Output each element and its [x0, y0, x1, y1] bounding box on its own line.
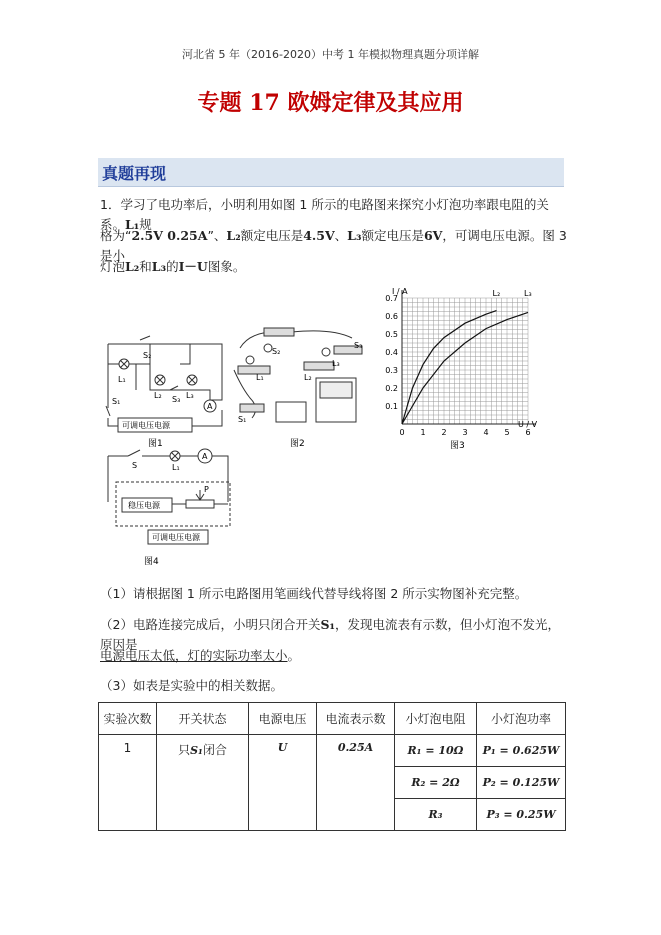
x-tick-label: 3	[462, 428, 468, 437]
table-header: 电源电压	[249, 703, 317, 735]
table-header-row	[99, 703, 566, 735]
data-table	[98, 702, 566, 831]
table-header: 小灯泡电阻	[395, 703, 477, 735]
fig3-ylabel: I / A	[392, 287, 408, 296]
x-tick-label: 5	[504, 428, 510, 437]
switch-text: 只	[178, 743, 191, 757]
q1-text: 1．学习了电功率后，小明利用如图 1 所示的电路图来探究小灯泡功率跟电阻的关系。	[100, 197, 549, 232]
y-tick-label: 0.5	[385, 330, 398, 339]
fig2-s1-label: S₁	[238, 415, 247, 424]
fig4-ammeter-label: A	[202, 452, 208, 461]
fig2-s3-label: S₃	[354, 341, 363, 350]
y-tick-label: 0.3	[385, 366, 398, 375]
q1-text: 额定电压是	[240, 228, 304, 243]
section-heading-text: 真题再现	[102, 164, 167, 183]
section-heading	[98, 158, 564, 187]
fig1-l2-label: L₂	[154, 391, 162, 400]
fig1-l3-label: L₃	[186, 391, 194, 400]
x-tick-label: 0	[399, 428, 405, 437]
series-label-1: L₂	[492, 289, 501, 298]
resistance-cell: R₃	[395, 799, 477, 831]
q1-text: 的	[166, 259, 179, 274]
q1-l3: L₃	[151, 259, 167, 274]
y-tick-label: 0.7	[385, 294, 398, 303]
trial-cell: 1	[99, 735, 157, 831]
fig4-stab-label: 稳压电源	[128, 501, 160, 510]
fig2-l2-label: L₂	[304, 373, 312, 382]
voltage-cell: U	[249, 735, 317, 831]
fig1-s3-label: S₃	[172, 395, 181, 404]
sub-question-3: （3）如表是实验中的相关数据。	[100, 678, 283, 693]
q1-text: ”、	[207, 228, 227, 243]
fig2-l1-label: L₁	[256, 373, 264, 382]
power-cell: P₂ = 0.125W	[477, 767, 566, 799]
q1-text: 额定电压是	[361, 228, 424, 243]
x-tick-label: 4	[483, 428, 489, 437]
q1-spec: 2.5V 0.25A	[131, 228, 208, 243]
table-header: 电流表示数	[317, 703, 395, 735]
fig2-l3-label: L₃	[332, 359, 340, 368]
q1-iu: I－U	[178, 259, 208, 274]
power-cell: P₃ = 0.25W	[477, 799, 566, 831]
sub2-answer: 电源电压太低，灯的实际功率太小	[100, 648, 288, 663]
fig2-caption: 图2	[290, 439, 305, 449]
fig2-s2-label: S₂	[272, 347, 281, 356]
sub2-s1: S₁	[320, 617, 335, 632]
q1-v3: 6V	[423, 228, 443, 243]
q1-l1: L₁	[125, 217, 140, 232]
q1-v2: 4.5V	[303, 228, 335, 243]
q1-text: 灯泡	[100, 259, 126, 274]
figure-3-iu-chart	[372, 284, 542, 452]
figure-2-apparatus	[232, 318, 372, 452]
table-row	[99, 735, 566, 767]
figure-1-circuit	[100, 330, 230, 452]
x-tick-label: 6	[525, 428, 531, 437]
q1-text: 格为“	[100, 228, 132, 243]
fig3-xlabel: U / V	[518, 420, 538, 429]
fig1-ammeter-label: A	[207, 402, 213, 411]
fig4-source-label: 可调电压电源	[152, 533, 200, 542]
q1-l2: L₂	[226, 228, 241, 243]
y-tick-label: 0.6	[385, 312, 398, 321]
fig4-s-label: S	[132, 461, 138, 470]
switch-s1: S₁	[190, 744, 203, 757]
q1-text: 、	[334, 228, 348, 243]
sub2-text: ，发现电流表有示数，但小灯泡不发光，原因是	[100, 617, 560, 652]
y-tick-label: 0.4	[385, 348, 398, 357]
resistance-cell: R₂ = 2Ω	[395, 767, 477, 799]
fig1-source-label: 可调电压电源	[122, 421, 170, 430]
x-tick-label: 1	[420, 428, 426, 437]
table-header: 小灯泡功率	[477, 703, 566, 735]
series-label-2: L₃	[524, 289, 532, 298]
q1-line3	[100, 257, 570, 277]
y-tick-label: 0.2	[385, 384, 398, 393]
fig1-caption: 图1	[148, 439, 163, 449]
y-tick-label: 0.1	[385, 402, 398, 411]
fig3-caption: 图3	[450, 441, 465, 451]
q1-l2: L₂	[125, 259, 140, 274]
q1-text: ，可调电压电源。图 3 是小	[100, 228, 567, 263]
fig4-l1-label: L₁	[172, 463, 180, 472]
fig4-caption: 图4	[144, 557, 159, 567]
resistance-cell: R₁ = 10Ω	[395, 735, 477, 767]
page-title: 专题 17 欧姆定律及其应用	[197, 90, 464, 116]
sub2-text: （2）电路连接完成后，小明只闭合开关	[100, 617, 321, 632]
fig1-l1-label: L₁	[118, 375, 126, 384]
q1-text: 图象。	[207, 259, 246, 274]
current-cell: 0.25A	[317, 735, 395, 831]
sub-question-2-answer	[100, 646, 570, 666]
switch-cell	[157, 735, 249, 831]
sub2-text: 。	[287, 648, 301, 663]
sub-question-1: （1）请根据图 1 所示电路图用笔画线代替导线将图 2 所示实物图补充完整。	[100, 586, 528, 601]
x-tick-label: 2	[441, 428, 447, 437]
page-header: 河北省 5 年（2016-2020）中考 1 年模拟物理真题分项详解	[182, 48, 479, 61]
q1-text: 和	[139, 259, 152, 274]
table-header: 实验次数	[99, 703, 157, 735]
fig1-s1-label: S₁	[112, 397, 121, 406]
table-header: 开关状态	[157, 703, 249, 735]
fig4-p-label: P	[204, 485, 209, 494]
q1-text: 规	[139, 217, 152, 232]
figure-4-circuit	[100, 442, 240, 570]
fig1-s2-label: S₂	[143, 351, 152, 360]
switch-text: 闭合	[202, 743, 227, 757]
q1-l3: L₃	[347, 228, 362, 243]
power-cell: P₁ = 0.625W	[477, 735, 566, 767]
